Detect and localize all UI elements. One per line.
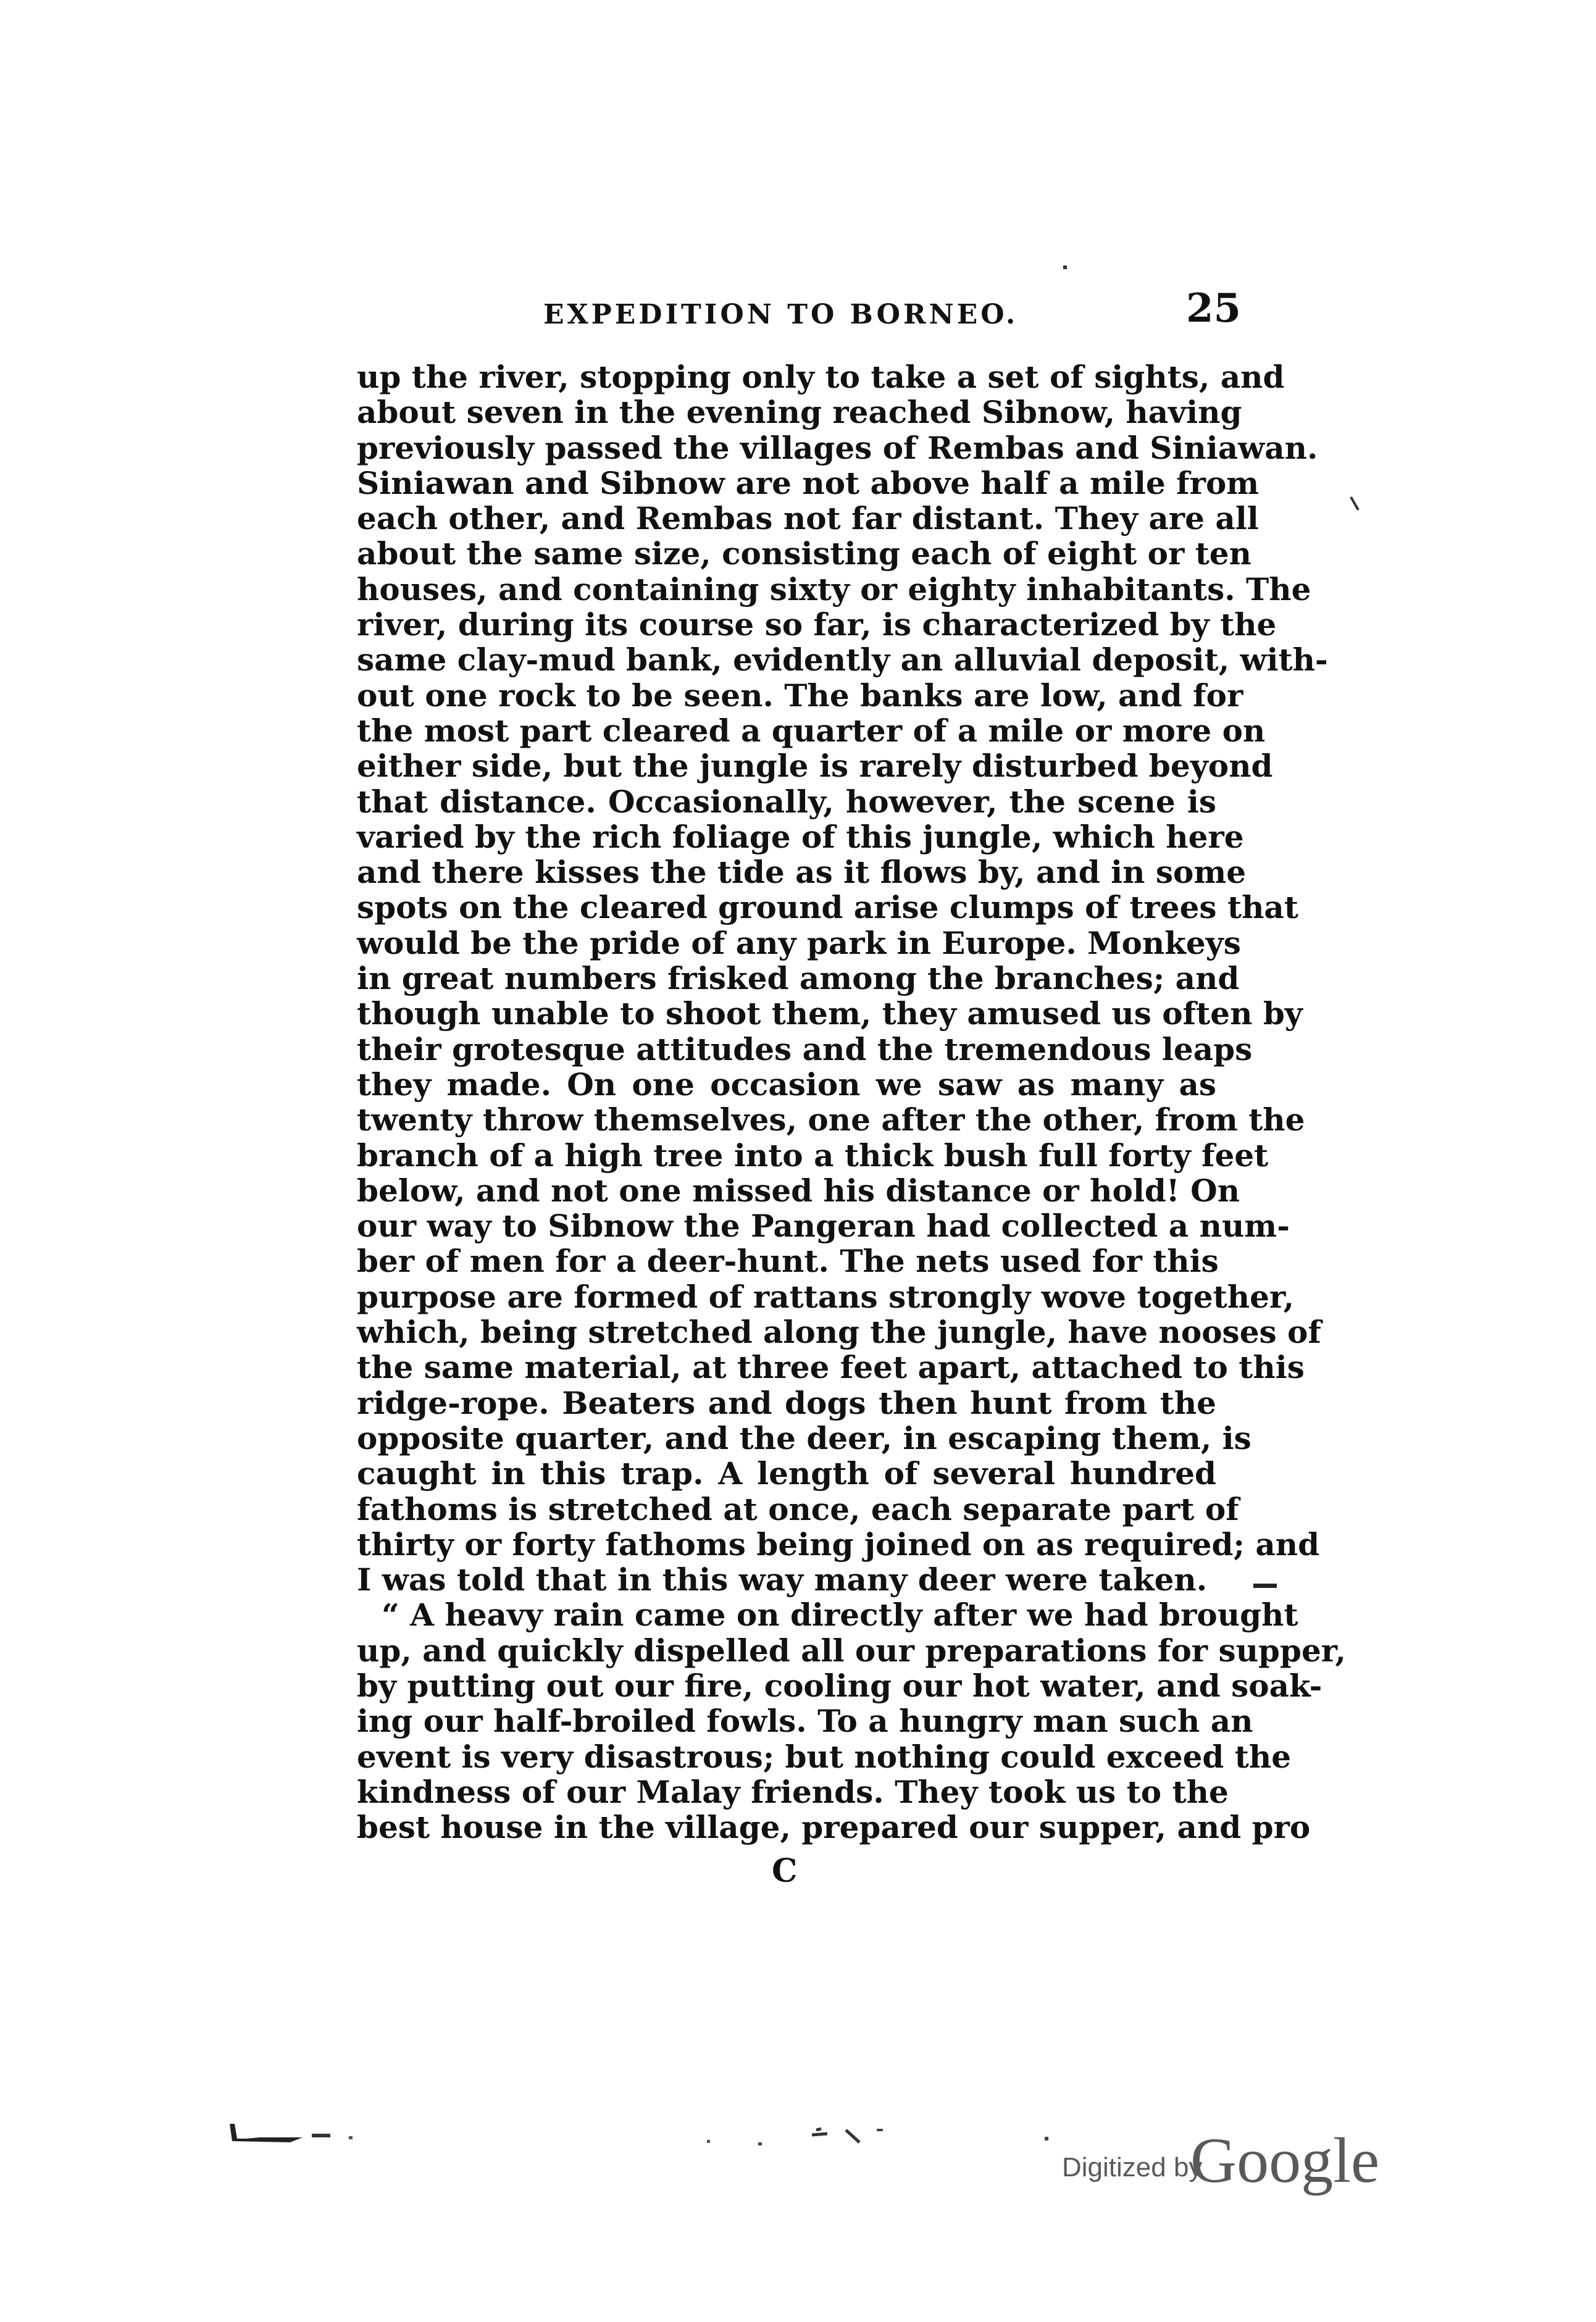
body-text	[357, 359, 1346, 1846]
scan-speck	[707, 2140, 710, 2143]
watermark-google-logo: Google	[1190, 2125, 1380, 2196]
text-line: varied by the rich foliage of this jungle, which here	[357, 818, 1244, 855]
signature-mark: C	[772, 1852, 798, 1890]
scan-speck	[1063, 265, 1067, 269]
text-line: twenty throw themselves, one after the other, from the	[357, 1101, 1305, 1138]
text-line: the most part cleared a quarter of a mile or more on	[357, 712, 1266, 749]
text-line: would be the pride of any park in Europe. Monkeys	[357, 924, 1241, 961]
text-line: caught in this trap. A length of several hundred	[357, 1455, 1216, 1492]
text-line: that distance. Occasionally, however, the scene is	[357, 783, 1216, 820]
text-line: previously passed the villages of Rembas and Siniawan.	[357, 429, 1318, 466]
text-line: best house in the village, prepared our supper, and pro	[357, 1809, 1311, 1846]
page-number: 25	[1185, 285, 1241, 332]
text-line: either side, but the jungle is rarely disturbed beyond	[357, 748, 1273, 785]
scan-speck	[1253, 1584, 1277, 1588]
text-line: thirty or forty fathoms being joined on as required; and	[357, 1526, 1320, 1563]
running-title: EXPEDITION TO BORNEO.	[543, 299, 1019, 330]
text-line: purpose are formed of rattans strongly wove together,	[357, 1278, 1295, 1315]
text-line: spots on the cleared ground arise clumps of trees that	[357, 889, 1298, 926]
text-line: ing our half-broiled fowls. To a hungry man such an	[357, 1703, 1253, 1740]
scan-speck	[349, 2136, 353, 2139]
text-line: opposite quarter, and the deer, in escaping them, is	[357, 1419, 1251, 1456]
text-line: fathoms is stretched at once, each separate part of	[357, 1490, 1239, 1527]
text-line: I was told that in this way many deer were taken.	[357, 1561, 1208, 1598]
scan-speck	[1045, 2137, 1048, 2140]
text-line: kindness of our Malay friends. They took us to the	[357, 1773, 1229, 1810]
text-line: up the river, stopping only to take a set of sights, and	[357, 359, 1285, 395]
scan-speck	[877, 2129, 883, 2131]
text-line: ridge-rope. Beaters and dogs then hunt from the	[357, 1384, 1216, 1421]
text-line: about seven in the evening reached Sibnow, having	[357, 394, 1242, 431]
page-header	[352, 285, 1241, 341]
text-line: branch of a high tree into a thick bush full forty feet	[357, 1137, 1269, 1174]
text-line: “ A heavy rain came on directly after we had brought	[382, 1597, 1298, 1634]
text-line: river, during its course so far, is characterized by the	[357, 606, 1277, 643]
text-line: out one rock to be seen. The banks are low, and for	[357, 677, 1243, 714]
text-line: and there kisses the tide as it flows by, and in some	[357, 854, 1247, 891]
text-line: up, and quickly dispelled all our preparations for supper,	[357, 1632, 1346, 1669]
text-line: the same material, at three feet apart, attached to this	[357, 1349, 1305, 1386]
text-line: though unable to shoot them, they amused us often by	[357, 995, 1303, 1032]
watermark-prefix: Digitized by	[1062, 2152, 1203, 2182]
scan-speck	[812, 2129, 859, 2142]
text-line: by putting out our fire, cooling our hot water, and soak-	[357, 1667, 1322, 1704]
text-line: houses, and containing sixty or eighty inhabitants. The	[357, 570, 1311, 608]
text-line: about the same size, consisting each of eight or ten	[357, 535, 1251, 572]
text-line: below, and not one missed his distance or hold! On	[357, 1172, 1240, 1209]
watermark	[1062, 2124, 1395, 2196]
text-line: which, being stretched along the jungle, have nooses of	[357, 1314, 1321, 1351]
scan-speck	[312, 2134, 330, 2137]
text-line: they made. On one occasion we saw as many as	[357, 1066, 1216, 1103]
text-line: same clay-mud bank, evidently an alluvial deposit, with-	[357, 641, 1328, 679]
text-line: our way to Sibnow the Pangeran had collected a num-	[357, 1208, 1290, 1245]
text-line: ber of men for a deer-hunt. The nets used for this	[357, 1243, 1219, 1280]
text-line: their grotesque attitudes and the tremendous leaps	[357, 1030, 1253, 1067]
scan-speck	[1351, 497, 1358, 510]
scan-speck	[758, 2142, 762, 2145]
text-line: each other, and Rembas not far distant. They are all	[357, 500, 1259, 537]
scan-speck	[230, 2124, 303, 2142]
text-line: in great numbers frisked among the branches; and	[357, 960, 1240, 997]
text-line: event is very disastrous; but nothing could exceed the	[357, 1738, 1292, 1775]
text-line: Siniawan and Sibnow are not above half a mile from	[357, 464, 1260, 501]
